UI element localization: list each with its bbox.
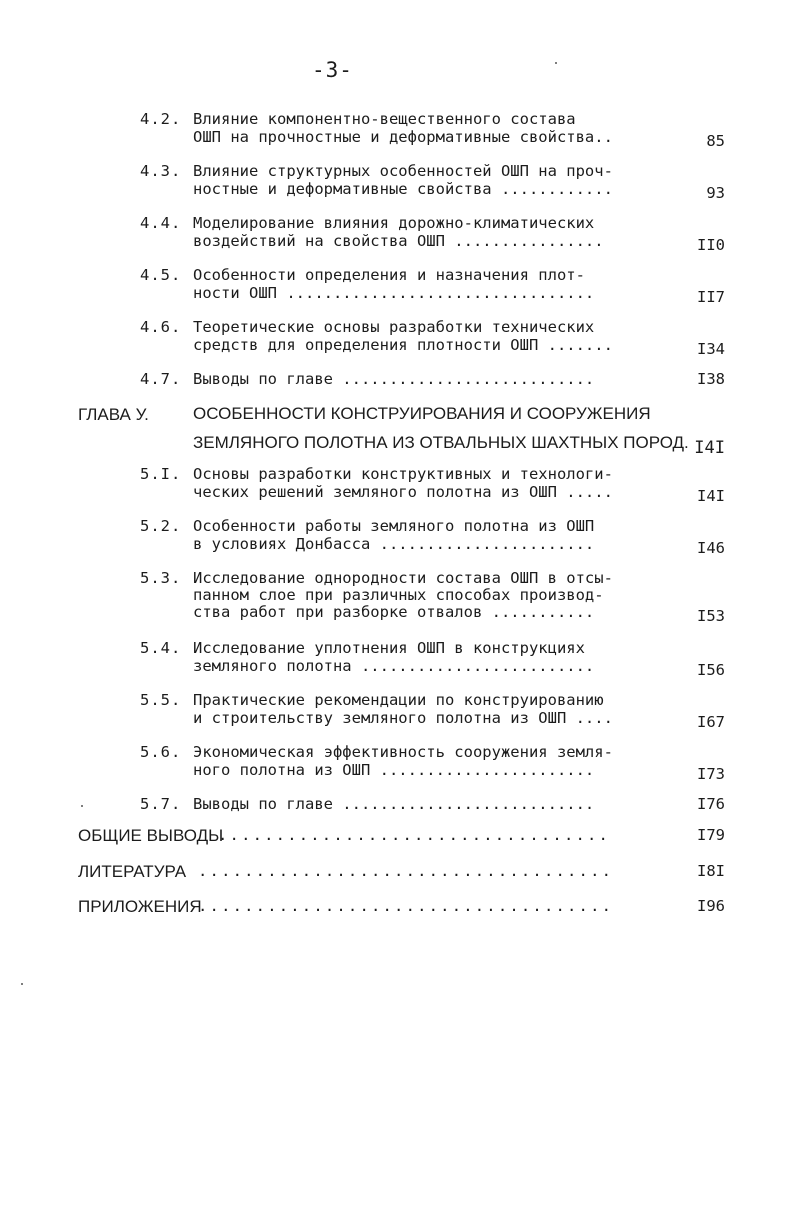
- page-reference: I8I: [697, 862, 725, 880]
- section-title: ОБЩИЕ ВЫВОДЫ: [78, 826, 224, 845]
- page-reference: I56: [697, 661, 725, 679]
- entry-title-line: средств для определения плотности ОШП .......: [193, 336, 613, 354]
- page-reference: I4I: [694, 438, 725, 458]
- page-reference: I34: [697, 340, 725, 358]
- page-reference: I79: [697, 826, 725, 844]
- entry-title-line: земляного полотна .........................: [193, 657, 595, 675]
- entry-title-line: ного полотна из ОШП .......................: [193, 761, 595, 779]
- page-reference: I96: [697, 897, 725, 915]
- page-reference: II7: [697, 288, 725, 306]
- dot-leader: ..................................: [218, 826, 611, 844]
- entry-title-line: ческих решений земляного полотна из ОШП .....: [193, 483, 613, 501]
- section-number: 5.2.: [140, 517, 182, 535]
- entry-title-line: Особенности определения и назначения плот-: [193, 266, 585, 284]
- page-reference: I46: [697, 539, 725, 557]
- section-title: ЛИТЕРАТУРА: [78, 862, 187, 881]
- section-number: 5.3.: [140, 569, 182, 587]
- section-number: 4.2.: [140, 110, 182, 128]
- section-title: ПРИЛОЖЕНИЯ: [78, 897, 202, 916]
- section-number: 5.5.: [140, 691, 182, 709]
- section-number: 5.7.: [140, 795, 182, 813]
- entry-title-line: и строительству земляного полотна из ОШП ....: [193, 709, 613, 727]
- page-reference: I53: [697, 607, 725, 625]
- chapter-label: ГЛАВА У.: [78, 405, 149, 424]
- entry-title-line: воздействий на свойства ОШП ................: [193, 232, 604, 250]
- page-reference: 93: [706, 184, 725, 202]
- dot-leader: ....................................: [198, 862, 614, 880]
- page-reference: I4I: [697, 487, 725, 505]
- section-number: 4.4.: [140, 214, 182, 232]
- section-number: 4.7.: [140, 370, 182, 388]
- entry-title-line: панном слое при различных способах производ-: [193, 586, 604, 604]
- entry-title-line: ства работ при разборке отвалов ...........: [193, 603, 595, 621]
- page-reference: I67: [697, 713, 725, 731]
- entry-title-line: ностные и деформативные свойства ............: [193, 180, 613, 198]
- entry-title-line: Основы разработки конструктивных и технологи-: [193, 465, 613, 483]
- dot-leader: ....................................: [198, 897, 614, 915]
- section-number: 5.I.: [140, 465, 182, 483]
- page-reference: II0: [697, 236, 725, 254]
- entry-title-line: Исследование однородности состава ОШП в отсы-: [193, 569, 613, 587]
- entry-title-line: ОШП на прочностные и деформативные свойства..: [193, 128, 613, 146]
- stray-mark: [81, 805, 83, 807]
- entry-title-line: ЗЕМЛЯНОГО ПОЛОТНА ИЗ ОТВАЛЬНЫХ ШАХТНЫХ ПОРОД.: [193, 433, 689, 452]
- page-reference: 85: [706, 132, 725, 150]
- entry-title-line: Выводы по главе ...........................: [193, 370, 595, 388]
- stray-mark: [555, 62, 557, 64]
- entry-title-line: Выводы по главе ...........................: [193, 795, 595, 813]
- entry-title-line: Влияние компонентно-вещественного состава: [193, 110, 576, 128]
- entry-title-line: Исследование уплотнения ОШП в конструкциях: [193, 639, 585, 657]
- entry-title-line: Экономическая эффективность сооружения земля-: [193, 743, 613, 761]
- section-number: 4.5.: [140, 266, 182, 284]
- page-reference: I73: [697, 765, 725, 783]
- entry-title-line: ОСОБЕННОСТИ КОНСТРУИРОВАНИЯ И СООРУЖЕНИЯ: [193, 404, 651, 423]
- entry-title-line: Влияние структурных особенностей ОШП на проч-: [193, 162, 613, 180]
- entry-title-line: в условиях Донбасса .......................: [193, 535, 595, 553]
- entry-title-line: Особенности работы земляного полотна из ОШП: [193, 517, 595, 535]
- section-number: 4.3.: [140, 162, 182, 180]
- page-reference: I76: [697, 795, 725, 813]
- section-number: 4.6.: [140, 318, 182, 336]
- entry-title-line: ности ОШП .................................: [193, 284, 595, 302]
- page-reference: I38: [697, 370, 725, 388]
- page-number: -3-: [312, 58, 353, 82]
- stray-mark: [21, 983, 23, 985]
- section-number: 5.6.: [140, 743, 182, 761]
- entry-title-line: Моделирование влияния дорожно-климатических: [193, 214, 595, 232]
- entry-title-line: Практические рекомендации по конструированию: [193, 691, 604, 709]
- entry-title-line: Теоретические основы разработки технических: [193, 318, 595, 336]
- section-number: 5.4.: [140, 639, 182, 657]
